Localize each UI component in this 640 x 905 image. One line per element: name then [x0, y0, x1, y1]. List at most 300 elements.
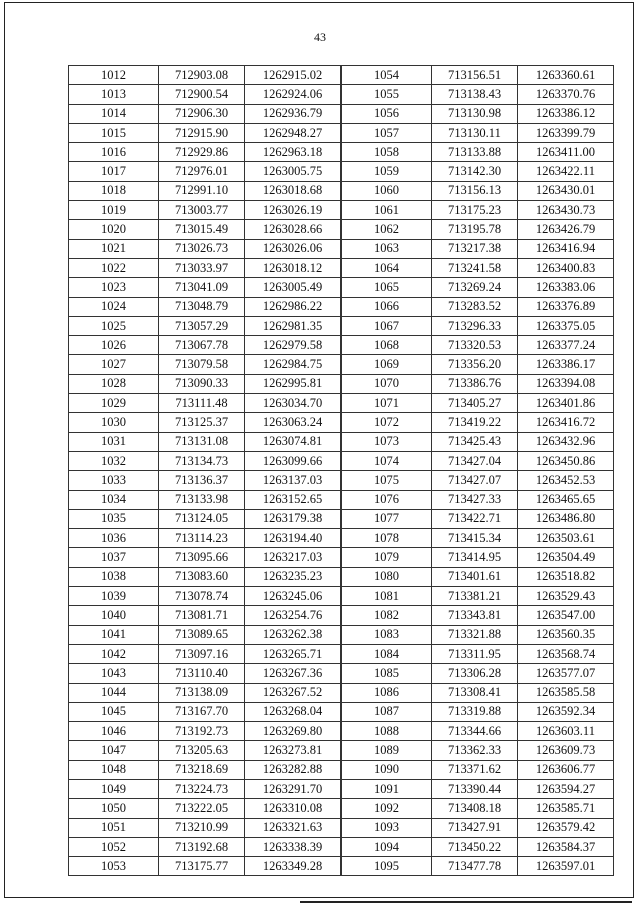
x-coordinate-cell: 713425.43 — [432, 432, 518, 451]
x-coordinate-cell: 713405.27 — [432, 394, 518, 413]
y-coordinate-cell: 1263450.86 — [518, 451, 614, 470]
y-coordinate-cell: 1262986.22 — [245, 297, 341, 316]
table-row — [69, 374, 341, 393]
point-number-cell: 1091 — [342, 779, 432, 798]
y-coordinate-cell: 1262981.35 — [245, 316, 341, 335]
point-number-cell: 1085 — [342, 664, 432, 683]
x-coordinate-cell: 713427.91 — [432, 818, 518, 837]
x-coordinate-cell: 713175.23 — [432, 201, 518, 220]
y-coordinate-cell: 1263370.76 — [518, 85, 614, 104]
point-number-cell: 1056 — [342, 104, 432, 123]
point-number-cell: 1080 — [342, 567, 432, 586]
table-row — [69, 741, 341, 760]
x-coordinate-cell: 713131.08 — [159, 432, 245, 451]
table-row — [69, 779, 341, 798]
table-row — [342, 625, 614, 644]
point-number-cell: 1044 — [69, 683, 159, 702]
x-coordinate-cell: 713401.61 — [432, 567, 518, 586]
y-coordinate-cell: 1263603.11 — [518, 722, 614, 741]
x-coordinate-cell: 713414.95 — [432, 548, 518, 567]
point-number-cell: 1012 — [69, 66, 159, 85]
x-coordinate-cell: 713041.09 — [159, 278, 245, 297]
y-coordinate-cell: 1263267.52 — [245, 683, 341, 702]
y-coordinate-cell: 1263426.79 — [518, 220, 614, 239]
point-number-cell: 1041 — [69, 625, 159, 644]
point-number-cell: 1094 — [342, 837, 432, 856]
x-coordinate-cell: 713048.79 — [159, 297, 245, 316]
x-coordinate-cell: 713142.30 — [432, 162, 518, 181]
point-number-cell: 1054 — [342, 66, 432, 85]
x-coordinate-cell: 713296.33 — [432, 316, 518, 335]
table-row — [69, 85, 341, 104]
x-coordinate-cell: 713033.97 — [159, 258, 245, 277]
x-coordinate-cell: 713381.21 — [432, 587, 518, 606]
x-coordinate-cell: 713133.88 — [432, 143, 518, 162]
table-row — [69, 644, 341, 663]
point-number-cell: 1071 — [342, 394, 432, 413]
x-coordinate-cell: 713241.58 — [432, 258, 518, 277]
table-row — [342, 741, 614, 760]
x-coordinate-cell: 712906.30 — [159, 104, 245, 123]
x-coordinate-cell: 713026.73 — [159, 239, 245, 258]
point-number-cell: 1046 — [69, 722, 159, 741]
y-coordinate-cell: 1263028.66 — [245, 220, 341, 239]
y-coordinate-cell: 1263268.04 — [245, 702, 341, 721]
x-coordinate-cell: 713408.18 — [432, 799, 518, 818]
x-coordinate-cell: 713427.07 — [432, 471, 518, 490]
y-coordinate-cell: 1263310.08 — [245, 799, 341, 818]
point-number-cell: 1033 — [69, 471, 159, 490]
y-coordinate-cell: 1263376.89 — [518, 297, 614, 316]
y-coordinate-cell: 1262948.27 — [245, 123, 341, 142]
scan-edge-line — [300, 901, 632, 903]
point-number-cell: 1060 — [342, 181, 432, 200]
y-coordinate-cell: 1263606.77 — [518, 760, 614, 779]
point-number-cell: 1087 — [342, 702, 432, 721]
y-coordinate-cell: 1263291.70 — [245, 779, 341, 798]
y-coordinate-cell: 1263560.35 — [518, 625, 614, 644]
x-coordinate-cell: 713156.51 — [432, 66, 518, 85]
y-coordinate-cell: 1263504.49 — [518, 548, 614, 567]
x-coordinate-cell: 713283.52 — [432, 297, 518, 316]
table-row — [69, 297, 341, 316]
table-row — [69, 355, 341, 374]
x-coordinate-cell: 712903.08 — [159, 66, 245, 85]
table-row — [342, 336, 614, 355]
point-number-cell: 1061 — [342, 201, 432, 220]
table-row — [69, 123, 341, 142]
y-coordinate-cell: 1263584.37 — [518, 837, 614, 856]
y-coordinate-cell: 1263518.82 — [518, 567, 614, 586]
y-coordinate-cell: 1263452.53 — [518, 471, 614, 490]
table-row — [69, 143, 341, 162]
table-row — [342, 818, 614, 837]
x-coordinate-cell: 713356.20 — [432, 355, 518, 374]
x-coordinate-cell: 713079.58 — [159, 355, 245, 374]
point-number-cell: 1019 — [69, 201, 159, 220]
point-number-cell: 1014 — [69, 104, 159, 123]
x-coordinate-cell: 712991.10 — [159, 181, 245, 200]
table-row — [69, 394, 341, 413]
y-coordinate-cell: 1263503.61 — [518, 529, 614, 548]
table-row — [69, 857, 341, 876]
x-coordinate-cell: 713450.22 — [432, 837, 518, 856]
y-coordinate-cell: 1263386.17 — [518, 355, 614, 374]
y-coordinate-cell: 1263430.01 — [518, 181, 614, 200]
y-coordinate-cell: 1263416.94 — [518, 239, 614, 258]
table-row — [69, 818, 341, 837]
table-row — [342, 66, 614, 85]
x-coordinate-cell: 713427.33 — [432, 490, 518, 509]
y-coordinate-cell: 1263465.65 — [518, 490, 614, 509]
table-row — [69, 104, 341, 123]
point-number-cell: 1039 — [69, 587, 159, 606]
table-row — [342, 606, 614, 625]
table-row — [342, 123, 614, 142]
table-row — [342, 162, 614, 181]
y-coordinate-cell: 1263400.83 — [518, 258, 614, 277]
x-coordinate-cell: 713192.73 — [159, 722, 245, 741]
table-row — [342, 374, 614, 393]
y-coordinate-cell: 1263585.71 — [518, 799, 614, 818]
table-row — [342, 220, 614, 239]
table-row — [69, 587, 341, 606]
point-number-cell: 1086 — [342, 683, 432, 702]
table-row — [342, 258, 614, 277]
x-coordinate-cell: 713419.22 — [432, 413, 518, 432]
point-number-cell: 1031 — [69, 432, 159, 451]
x-coordinate-cell: 713015.49 — [159, 220, 245, 239]
table-row — [69, 702, 341, 721]
point-number-cell: 1029 — [69, 394, 159, 413]
table-row — [342, 278, 614, 297]
x-coordinate-cell: 713124.05 — [159, 509, 245, 528]
x-coordinate-cell: 713078.74 — [159, 587, 245, 606]
y-coordinate-cell: 1263018.68 — [245, 181, 341, 200]
table-row — [342, 548, 614, 567]
y-coordinate-cell: 1263349.28 — [245, 857, 341, 876]
table-row — [69, 278, 341, 297]
x-coordinate-cell: 713362.33 — [432, 741, 518, 760]
point-number-cell: 1084 — [342, 644, 432, 663]
y-coordinate-cell: 1263026.19 — [245, 201, 341, 220]
table-row — [342, 529, 614, 548]
table-row — [342, 509, 614, 528]
x-coordinate-cell: 713111.48 — [159, 394, 245, 413]
point-number-cell: 1035 — [69, 509, 159, 528]
point-number-cell: 1038 — [69, 567, 159, 586]
point-number-cell: 1066 — [342, 297, 432, 316]
y-coordinate-cell: 1263411.00 — [518, 143, 614, 162]
y-coordinate-cell: 1263430.73 — [518, 201, 614, 220]
point-number-cell: 1095 — [342, 857, 432, 876]
y-coordinate-cell: 1263594.27 — [518, 779, 614, 798]
page-number: 43 — [314, 30, 326, 44]
table-row — [69, 683, 341, 702]
y-coordinate-cell: 1263262.38 — [245, 625, 341, 644]
y-coordinate-cell: 1262995.81 — [245, 374, 341, 393]
y-coordinate-cell: 1263269.80 — [245, 722, 341, 741]
point-number-cell: 1058 — [342, 143, 432, 162]
y-coordinate-cell: 1263394.08 — [518, 374, 614, 393]
y-coordinate-cell: 1263386.12 — [518, 104, 614, 123]
point-number-cell: 1072 — [342, 413, 432, 432]
y-coordinate-cell: 1263399.79 — [518, 123, 614, 142]
x-coordinate-cell: 713415.34 — [432, 529, 518, 548]
y-coordinate-cell: 1263432.96 — [518, 432, 614, 451]
x-coordinate-cell: 712929.86 — [159, 143, 245, 162]
x-coordinate-cell: 712900.54 — [159, 85, 245, 104]
point-number-cell: 1049 — [69, 779, 159, 798]
table-row — [69, 66, 341, 85]
table-row — [69, 316, 341, 335]
point-number-cell: 1064 — [342, 258, 432, 277]
x-coordinate-cell: 713095.66 — [159, 548, 245, 567]
point-number-cell: 1055 — [342, 85, 432, 104]
y-coordinate-cell: 1263194.40 — [245, 529, 341, 548]
x-coordinate-cell: 713114.23 — [159, 529, 245, 548]
point-number-cell: 1050 — [69, 799, 159, 818]
x-coordinate-cell: 713311.95 — [432, 644, 518, 663]
table-row — [342, 722, 614, 741]
point-number-cell: 1017 — [69, 162, 159, 181]
y-coordinate-cell: 1263235.23 — [245, 567, 341, 586]
table-row — [342, 413, 614, 432]
y-coordinate-cell: 1263338.39 — [245, 837, 341, 856]
point-number-cell: 1077 — [342, 509, 432, 528]
x-coordinate-cell: 713195.78 — [432, 220, 518, 239]
point-number-cell: 1051 — [69, 818, 159, 837]
x-coordinate-cell: 712915.90 — [159, 123, 245, 142]
point-number-cell: 1015 — [69, 123, 159, 142]
table-row — [342, 104, 614, 123]
table-row — [69, 201, 341, 220]
table-row — [342, 316, 614, 335]
point-number-cell: 1047 — [69, 741, 159, 760]
point-number-cell: 1090 — [342, 760, 432, 779]
point-number-cell: 1057 — [342, 123, 432, 142]
x-coordinate-cell: 713427.04 — [432, 451, 518, 470]
table-row — [342, 683, 614, 702]
x-coordinate-cell: 713097.16 — [159, 644, 245, 663]
table-row — [342, 644, 614, 663]
table-row — [342, 587, 614, 606]
point-number-cell: 1022 — [69, 258, 159, 277]
x-coordinate-cell: 713138.09 — [159, 683, 245, 702]
point-number-cell: 1032 — [69, 451, 159, 470]
table-row — [342, 201, 614, 220]
point-number-cell: 1067 — [342, 316, 432, 335]
point-number-cell: 1053 — [69, 857, 159, 876]
x-coordinate-cell: 713422.71 — [432, 509, 518, 528]
table-row — [342, 664, 614, 683]
coordinates-table-right — [341, 65, 614, 876]
y-coordinate-cell: 1262979.58 — [245, 336, 341, 355]
table-row — [69, 625, 341, 644]
x-coordinate-cell: 713192.68 — [159, 837, 245, 856]
y-coordinate-cell: 1263597.01 — [518, 857, 614, 876]
y-coordinate-cell: 1263074.81 — [245, 432, 341, 451]
x-coordinate-cell: 713134.73 — [159, 451, 245, 470]
x-coordinate-cell: 713130.98 — [432, 104, 518, 123]
y-coordinate-cell: 1263585.58 — [518, 683, 614, 702]
point-number-cell: 1013 — [69, 85, 159, 104]
table-row — [342, 857, 614, 876]
table-row — [342, 355, 614, 374]
x-coordinate-cell: 713217.38 — [432, 239, 518, 258]
table-body-right — [342, 66, 614, 876]
x-coordinate-cell: 713130.11 — [432, 123, 518, 142]
y-coordinate-cell: 1263577.07 — [518, 664, 614, 683]
table-row — [69, 722, 341, 741]
point-number-cell: 1034 — [69, 490, 159, 509]
table-row — [69, 162, 341, 181]
table-row — [342, 143, 614, 162]
point-number-cell: 1081 — [342, 587, 432, 606]
table-row — [342, 760, 614, 779]
x-coordinate-cell: 713321.88 — [432, 625, 518, 644]
table-row — [69, 336, 341, 355]
x-coordinate-cell: 713167.70 — [159, 702, 245, 721]
table-row — [342, 85, 614, 104]
coordinates-table-left — [68, 65, 341, 876]
y-coordinate-cell: 1262984.75 — [245, 355, 341, 374]
point-number-cell: 1092 — [342, 799, 432, 818]
point-number-cell: 1037 — [69, 548, 159, 567]
point-number-cell: 1075 — [342, 471, 432, 490]
table-row — [69, 509, 341, 528]
point-number-cell: 1078 — [342, 529, 432, 548]
point-number-cell: 1052 — [69, 837, 159, 856]
x-coordinate-cell: 713343.81 — [432, 606, 518, 625]
point-number-cell: 1040 — [69, 606, 159, 625]
y-coordinate-cell: 1263486.80 — [518, 509, 614, 528]
x-coordinate-cell: 713175.77 — [159, 857, 245, 876]
point-number-cell: 1023 — [69, 278, 159, 297]
y-coordinate-cell: 1263267.36 — [245, 664, 341, 683]
x-coordinate-cell: 713224.73 — [159, 779, 245, 798]
table-row — [342, 490, 614, 509]
y-coordinate-cell: 1262936.79 — [245, 104, 341, 123]
point-number-cell: 1088 — [342, 722, 432, 741]
point-number-cell: 1025 — [69, 316, 159, 335]
point-number-cell: 1093 — [342, 818, 432, 837]
y-coordinate-cell: 1262915.02 — [245, 66, 341, 85]
x-coordinate-cell: 713319.88 — [432, 702, 518, 721]
y-coordinate-cell: 1263099.66 — [245, 451, 341, 470]
point-number-cell: 1016 — [69, 143, 159, 162]
x-coordinate-cell: 713222.05 — [159, 799, 245, 818]
point-number-cell: 1030 — [69, 413, 159, 432]
point-number-cell: 1062 — [342, 220, 432, 239]
y-coordinate-cell: 1263265.71 — [245, 644, 341, 663]
table-row — [69, 760, 341, 779]
x-coordinate-cell: 713067.78 — [159, 336, 245, 355]
point-number-cell: 1024 — [69, 297, 159, 316]
point-number-cell: 1021 — [69, 239, 159, 258]
point-number-cell: 1018 — [69, 181, 159, 200]
table-row — [69, 239, 341, 258]
y-coordinate-cell: 1263254.76 — [245, 606, 341, 625]
table-row — [342, 837, 614, 856]
point-number-cell: 1036 — [69, 529, 159, 548]
y-coordinate-cell: 1262963.18 — [245, 143, 341, 162]
y-coordinate-cell: 1263401.86 — [518, 394, 614, 413]
point-number-cell: 1082 — [342, 606, 432, 625]
y-coordinate-cell: 1263005.49 — [245, 278, 341, 297]
table-row — [69, 567, 341, 586]
table-row — [69, 220, 341, 239]
x-coordinate-cell: 713371.62 — [432, 760, 518, 779]
point-number-cell: 1068 — [342, 336, 432, 355]
table-row — [69, 548, 341, 567]
table-row — [342, 394, 614, 413]
table-row — [342, 181, 614, 200]
point-number-cell: 1070 — [342, 374, 432, 393]
table-row — [69, 258, 341, 277]
table-row — [69, 490, 341, 509]
point-number-cell: 1079 — [342, 548, 432, 567]
table-row — [342, 779, 614, 798]
y-coordinate-cell: 1263377.24 — [518, 336, 614, 355]
table-row — [342, 702, 614, 721]
table-row — [69, 432, 341, 451]
y-coordinate-cell: 1263063.24 — [245, 413, 341, 432]
table-row — [342, 567, 614, 586]
point-number-cell: 1028 — [69, 374, 159, 393]
point-number-cell: 1089 — [342, 741, 432, 760]
point-number-cell: 1045 — [69, 702, 159, 721]
x-coordinate-cell: 713210.99 — [159, 818, 245, 837]
table-row — [342, 297, 614, 316]
y-coordinate-cell: 1263273.81 — [245, 741, 341, 760]
table-row — [342, 451, 614, 470]
y-coordinate-cell: 1263152.65 — [245, 490, 341, 509]
x-coordinate-cell: 713386.76 — [432, 374, 518, 393]
x-coordinate-cell: 713205.63 — [159, 741, 245, 760]
y-coordinate-cell: 1263282.88 — [245, 760, 341, 779]
y-coordinate-cell: 1263375.05 — [518, 316, 614, 335]
y-coordinate-cell: 1263529.43 — [518, 587, 614, 606]
y-coordinate-cell: 1263609.73 — [518, 741, 614, 760]
x-coordinate-cell: 713003.77 — [159, 201, 245, 220]
y-coordinate-cell: 1263360.61 — [518, 66, 614, 85]
x-coordinate-cell: 713138.43 — [432, 85, 518, 104]
y-coordinate-cell: 1263137.03 — [245, 471, 341, 490]
x-coordinate-cell: 713269.24 — [432, 278, 518, 297]
y-coordinate-cell: 1263245.06 — [245, 587, 341, 606]
y-coordinate-cell: 1262924.06 — [245, 85, 341, 104]
y-coordinate-cell: 1263579.42 — [518, 818, 614, 837]
x-coordinate-cell: 712976.01 — [159, 162, 245, 181]
y-coordinate-cell: 1263034.70 — [245, 394, 341, 413]
table-row — [342, 432, 614, 451]
y-coordinate-cell: 1263018.12 — [245, 258, 341, 277]
y-coordinate-cell: 1263321.63 — [245, 818, 341, 837]
x-coordinate-cell: 713344.66 — [432, 722, 518, 741]
x-coordinate-cell: 713156.13 — [432, 181, 518, 200]
table-row — [69, 799, 341, 818]
table-row — [342, 799, 614, 818]
point-number-cell: 1083 — [342, 625, 432, 644]
table-row — [342, 471, 614, 490]
table-row — [69, 529, 341, 548]
y-coordinate-cell: 1263179.38 — [245, 509, 341, 528]
table-row — [69, 837, 341, 856]
point-number-cell: 1074 — [342, 451, 432, 470]
x-coordinate-cell: 713083.60 — [159, 567, 245, 586]
point-number-cell: 1026 — [69, 336, 159, 355]
